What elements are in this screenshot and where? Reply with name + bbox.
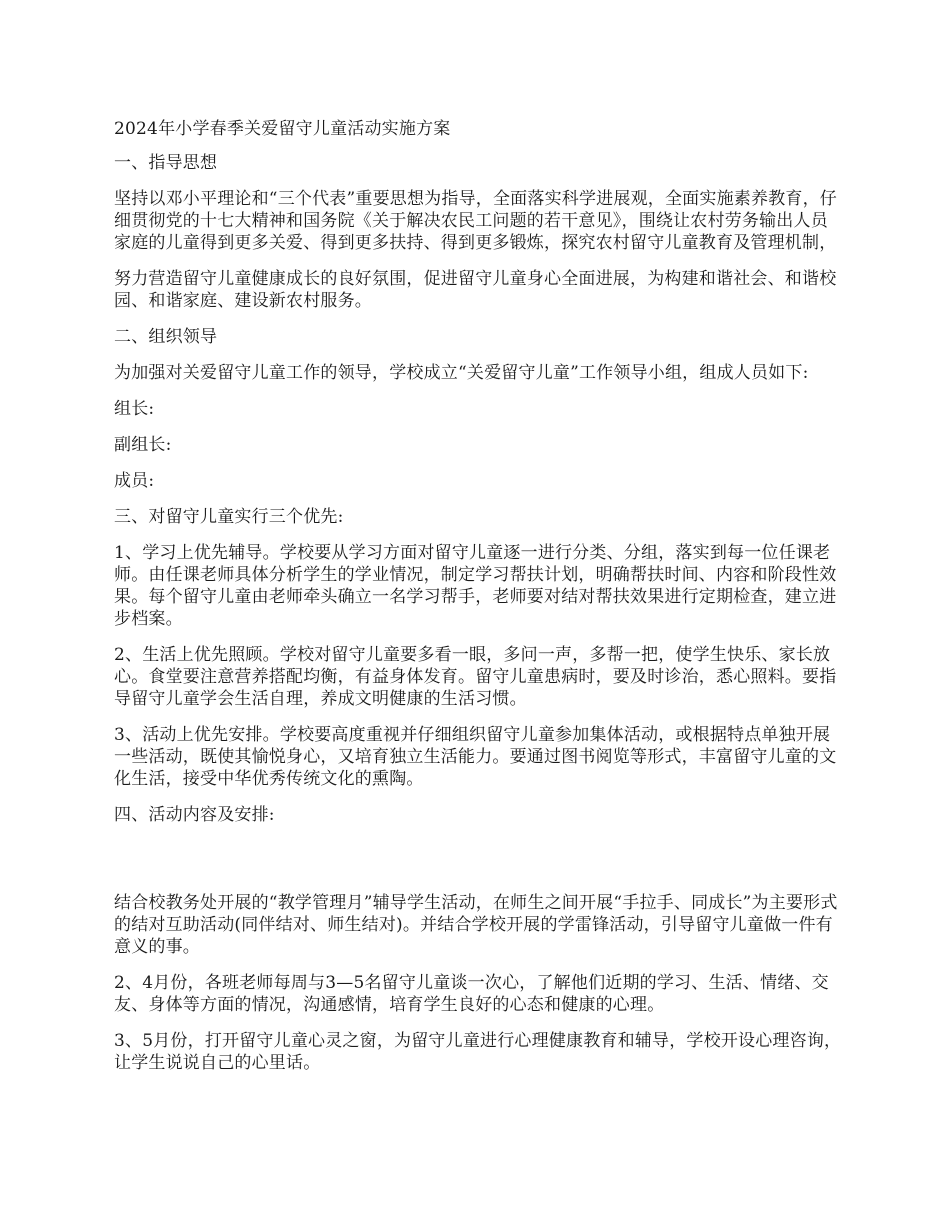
document-page (114, 118, 842, 1088)
paragraph-guiding-thought-1: 坚持以邓小平理论和“三个代表”重要思想为指导，全面落实科学进展观，全面实施素养教育，仔细贯彻党的十七大精神和国务院《关于解决农民工问题的若干意见》，围绕让农村劳务输出人员家庭的儿童得到更多关爱、得到更多扶持、得到更多锻炼，探究农村留守儿童教育及管理机制， (114, 189, 837, 253)
line-group-leader: 组长: (114, 399, 155, 419)
section-heading-guiding-thought: 一、指导思想 (114, 153, 218, 173)
paragraph-activity-may: 3、5月份，打开留守儿童心灵之窗，为留守儿童进行心理健康教育和辅导，学校开设心理咨询，让学生说说自己的心里话。 (114, 1031, 842, 1073)
document-title: 2024年小学春季关爱留守儿童活动实施方案 (114, 119, 451, 139)
paragraph-guiding-thought-2: 努力营造留守儿童健康成长的良好氛围，促进留守儿童身心全面进展，为构建和谐社会、和谐校园、和谐家庭、建设新农村服务。 (114, 269, 837, 311)
paragraph-activity-april: 2、4月份，各班老师每周与3—5名留守儿童谈一次心，了解他们近期的学习、生活、情绪、交友、身体等方面的情况，沟通感情，培育学生良好的心态和健康的心理。 (114, 973, 829, 1015)
paragraph-priority-activities: 3、活动上优先安排。学校要高度重视并仔细组织留守儿童参加集体活动，或根据特点单独开展一些活动，既使其愉悦身心，又培育独立生活能力。要通过图书阅览等形式，丰富留守儿童的文化生活，接受中华优秀传统文化的熏陶。 (114, 725, 837, 789)
section-heading-activities: 四、活动内容及安排: (114, 805, 275, 825)
section-heading-organization: 二、组织领导 (114, 327, 218, 347)
line-members: 成员: (114, 471, 155, 491)
paragraph-priority-study: 1、学习上优先辅导。学校要从学习方面对留守儿童逐一进行分类、分组，落实到每一位任课老师。由任课老师具体分析学生的学业情况，制定学习帮扶计划，明确帮扶时间、内容和阶段性效果。每个留守儿童由老师牵头确立一名学习帮手，老师要对结对帮扶效果进行定期检查，建立进步档案。 (114, 543, 837, 629)
section-heading-three-priorities: 三、对留守儿童实行三个优先: (114, 507, 344, 527)
line-deputy-leader: 副组长: (114, 435, 172, 455)
paragraph-organization: 为加强对关爱留守儿童工作的领导，学校成立“关爱留守儿童”工作领导小组，组成人员如下: (114, 363, 809, 383)
blank-gap (114, 840, 842, 892)
paragraph-priority-life: 2、生活上优先照顾。学校对留守儿童要多看一眼，多问一声，多帮一把，使学生快乐、家长放心。食堂要注意营养搭配均衡，有益身体发育。留守儿童患病时，要及时诊治，悉心照料。要指导留守儿童学会生活自理，养成文明健康的生活习惯。 (114, 645, 837, 709)
paragraph-activity-pairing: 结合校教务处开展的“教学管理月”辅导学生活动，在师生之间开展“手拉手、同成长”为主要形式的结对互助活动(同伴结对、师生结对)。并结合学校开展的学雷锋活动，引导留守儿童做一件有意义的事。 (114, 893, 838, 957)
